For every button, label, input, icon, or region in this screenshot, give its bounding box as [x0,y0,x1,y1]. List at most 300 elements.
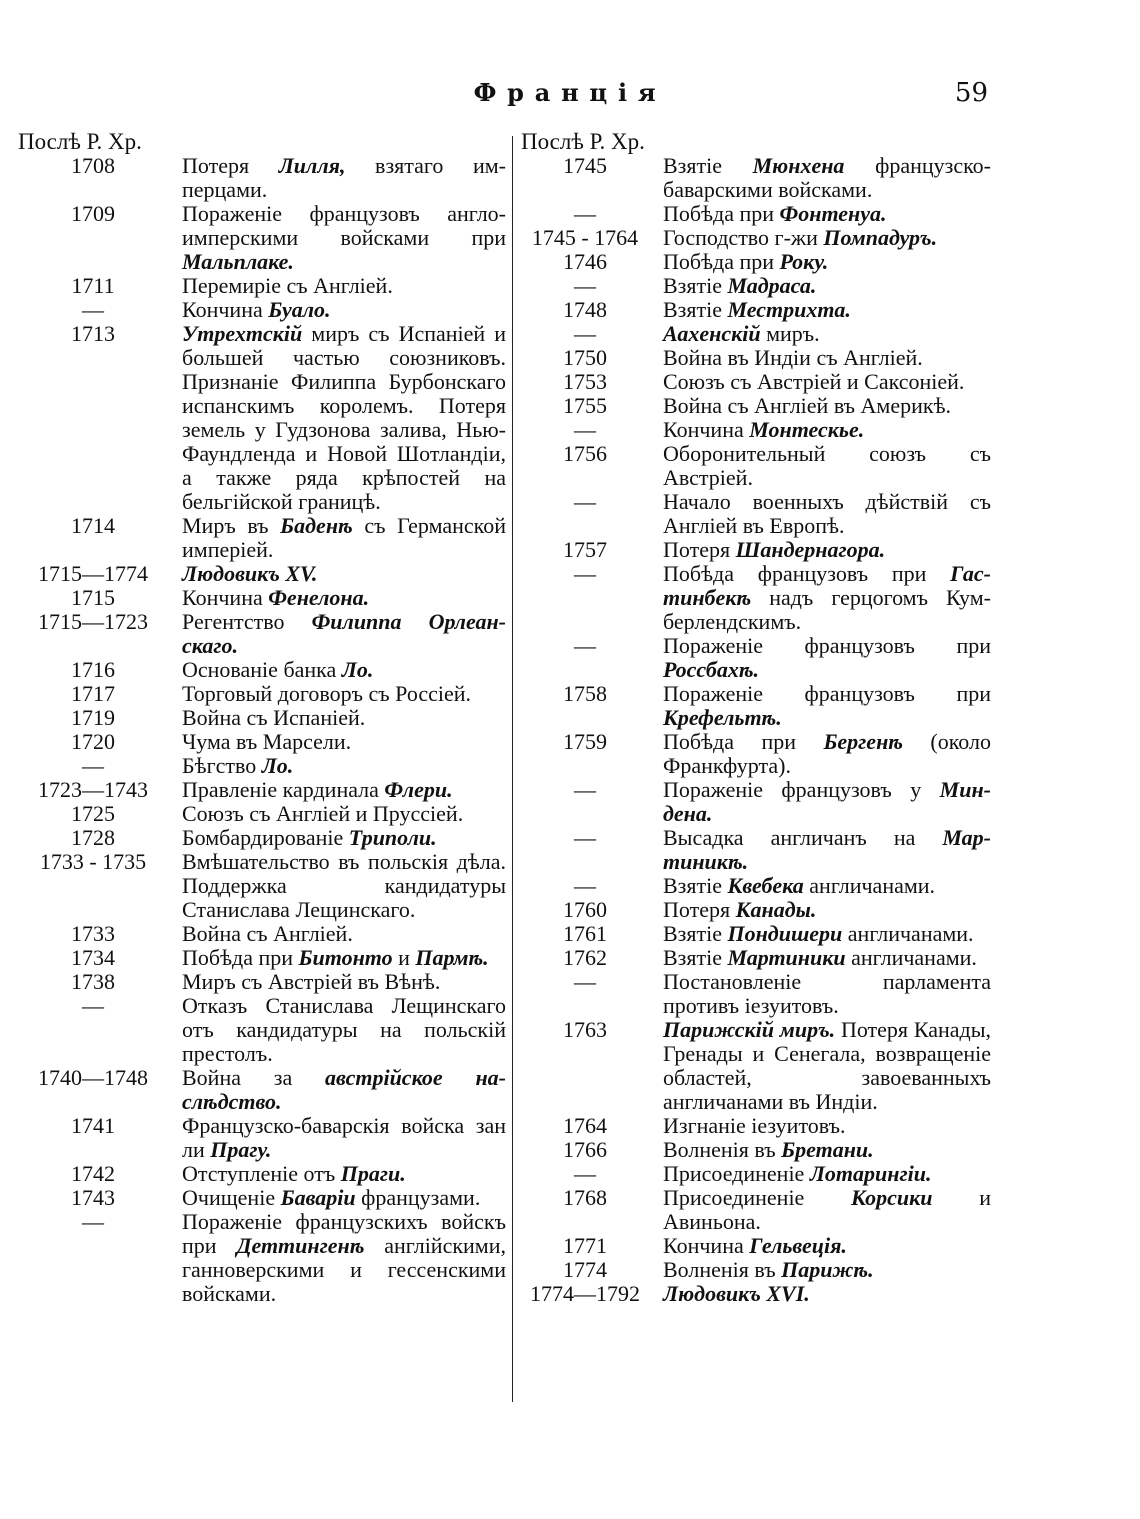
entry-text-italic: Людовикъ XVI. [663,1281,810,1306]
chronology-entry [18,706,506,730]
entry-text [663,946,991,970]
chronology-entry [521,418,991,442]
entry-text [663,394,991,418]
entry-text-run: Бѣгство [182,753,262,778]
entry-date: 1711 [71,273,115,298]
entry-text-italic: Утрехтскій [182,321,303,346]
entry-date: 1750 [563,345,607,370]
entry-text [663,226,991,250]
entry-text-italic: Мальплаке. [182,249,294,274]
entry-text [663,1258,991,1282]
entry-date: 1717 [71,681,115,706]
entry-text-run: Война за [182,1065,326,1090]
entry-text-italic: Пармѣ. [415,945,489,970]
chronology-entry [521,346,991,370]
entry-date: 1723—1743 [38,777,148,802]
entry-date: 1720 [71,729,115,754]
entry-date: 1763 [563,1017,607,1042]
entry-date: 1755 [563,393,607,418]
entry-text-italic: Помпадуръ. [823,225,938,250]
chronology-entry [521,634,991,682]
chronology-entry [521,1234,991,1258]
entry-text-italic: Аахенскій [663,321,761,346]
entry-text [182,298,506,322]
entry-date: 1743 [71,1185,115,1210]
right-column-entries [521,154,991,1306]
chronology-entry [18,1210,506,1306]
entry-text-run: Взятіе [663,153,753,178]
chronology-entry [521,778,991,826]
entry-date: 1746 [563,249,607,274]
right-column [521,130,991,1306]
chronology-entry [18,826,506,850]
chronology-entry [521,202,991,226]
entry-text [663,346,991,370]
entry-date: 1715 [71,585,115,610]
entry-text-italic: Монтескье. [749,417,865,442]
chronology-entry [521,562,991,634]
entry-text [663,922,991,946]
entry-date: 1759 [563,729,607,754]
chronology-entry [521,322,991,346]
entry-date: — [574,1161,596,1186]
entry-text [663,634,991,682]
entry-text-italic: Бретани. [781,1137,874,1162]
entry-date: 1766 [563,1137,607,1162]
entry-text-run: взятаго имперцами. [182,153,506,202]
chronology-entry [18,730,506,754]
entry-text [182,970,506,994]
entry-date: 1738 [71,969,115,994]
entry-date: — [574,873,596,898]
chronology-entry [18,682,506,706]
entry-text-run: Война съ Англіей въ Америкѣ. [663,393,952,418]
entry-text-run: французско-баварскими войсками. [663,153,991,202]
entry-date: — [574,633,596,658]
chronology-entry [18,754,506,778]
entry-date: 1716 [71,657,115,682]
entry-text-italic: Филиппа Орлеанскаго. [182,609,506,658]
entry-text-italic: Людовикъ XV. [182,561,318,586]
chronology-entry [521,682,991,730]
entry-date: 1771 [563,1233,607,1258]
entry-text-italic: Лилля, [278,153,346,178]
entry-text [663,562,991,634]
chronology-entry [18,586,506,610]
entry-text-italic: Буало. [268,297,331,322]
entry-text-italic: Баваріи [280,1185,356,1210]
entry-text [182,1114,506,1162]
entry-text [182,322,506,514]
entry-text [663,970,991,1018]
entry-date: 1728 [71,825,115,850]
chronology-entry [521,970,991,1018]
entry-text-italic: Фенелона. [268,585,370,610]
chronology-entry [18,1114,506,1162]
chronology-entry [18,322,506,514]
left-column-heading: Послѣ Р. Хр. [18,129,142,154]
entry-text-run: Изгнаніе іезуитовъ. [663,1113,846,1138]
entry-text-run: Взятіе [663,873,728,898]
entry-text [182,1186,506,1210]
left-column-entries [18,154,506,1306]
chronology-entry [18,658,506,682]
entry-text-run: Правленіе кардинала [182,777,385,802]
entry-text [663,274,991,298]
entry-text-run: Потеря Канады, Гренады и Сенегала, возвращеніе областей, завоеванныхъ англичанами въ Индіи. [663,1017,991,1114]
entry-text [663,1186,991,1234]
entry-text-italic: Ло. [341,657,374,682]
entry-date: — [574,417,596,442]
chronology-entry [18,1186,506,1210]
chronology-entry [521,226,991,250]
chronology-entry [18,994,506,1066]
entry-text [182,1066,506,1114]
entry-text-run: Начало военныхъ дѣйствій съ Англіей въ Европѣ. [663,489,991,538]
entry-text-run: Взятіе [663,273,728,298]
entry-text [182,706,506,730]
entry-text-run: надъ герцогомъ Кумберлендскимъ. [663,585,991,634]
entry-text [182,1210,506,1306]
entry-text-run: Побѣда при [663,201,780,226]
chronology-entry [18,922,506,946]
entry-text-italic: Корсики [851,1185,933,1210]
entry-text-run: Побѣда при [182,945,299,970]
entry-text-run: Взятіе [663,921,728,946]
chronology-entry [521,490,991,538]
entry-text [663,250,991,274]
entry-date: 1742 [71,1161,115,1186]
entry-text [663,490,991,538]
chronology-entry [521,1138,991,1162]
entry-text [663,898,991,922]
chronology-entry [18,514,506,562]
entry-text [182,202,506,274]
entry-text-run: Взятіе [663,945,728,970]
entry-text-italic: Россбахѣ. [663,657,760,682]
entry-text-run: Потеря [663,537,736,562]
entry-text-italic: Праги. [340,1161,406,1186]
entry-date: — [574,777,596,802]
entry-date: 1745 [563,153,607,178]
entry-date: 1748 [563,297,607,322]
entry-text-run: Миръ съ Австріей въ Вѣнѣ. [182,969,441,994]
entry-text-run: Кончина [663,1233,750,1258]
chronology-entry [521,826,991,874]
chronology-entry [521,922,991,946]
entry-text-run: Отступленіе отъ [182,1161,341,1186]
chronology-entry [18,1066,506,1114]
entry-text-italic: Року. [779,249,829,274]
entry-text-italic: Местрихта. [727,297,851,322]
entry-text-italic: Баденѣ [280,513,353,538]
entry-text-italic: Деттингенѣ [236,1233,365,1258]
entry-date: 1719 [71,705,115,730]
entry-text-italic: Миндена. [663,777,991,826]
entry-text-run: миръ съ Испаніей и большей частью союзниковъ. Признаніе Филиппа Бурбонскаго испанскимъ королемъ. Потеря земель у Гудзонова залива, Нью-Фаундленда и Новой Шотландіи, а также ряда крѣпостей на бельгійской границѣ. [182,321,506,514]
entry-text-run: Постановленіе парламента противъ іезуитовъ. [663,969,991,1018]
entry-text-run: Регентство [182,609,312,634]
chronology-entry [521,898,991,922]
entry-text [663,682,991,730]
entry-text-italic: Канады. [735,897,817,922]
entry-date: 1764 [563,1113,607,1138]
entry-text-run: Чума въ Марсели. [182,729,352,754]
entry-text-italic: Гельвеція. [749,1233,847,1258]
entry-text [182,514,506,562]
entry-date: — [82,297,104,322]
entry-text [663,370,991,394]
page-title: Франція [473,78,667,107]
entry-text-run: Высадка англичанъ на [663,825,943,850]
entry-date: 1715—1723 [38,609,148,634]
entry-text [182,1162,506,1186]
entry-text-run: Торговый договоръ съ Россіей. [182,681,472,706]
chronology-entry [521,1114,991,1138]
entry-date: — [574,561,596,586]
entry-date: 1741 [71,1113,115,1138]
entry-text [663,322,991,346]
chronology-entry [521,946,991,970]
entry-text-italic: Гастинбекѣ [663,561,991,610]
entry-text [182,154,506,202]
entry-date: 1745 - 1764 [531,225,639,250]
entry-text [182,778,506,802]
entry-text-run: Пораженіе французовъ при [663,681,991,706]
column-divider [512,136,513,1402]
chronology-entry [521,394,991,418]
entry-date: 1774 [563,1257,607,1282]
entry-text [663,1162,991,1186]
entry-text-run: Потеря [663,897,736,922]
entry-text-italic: Парижскій миръ. [663,1017,836,1042]
chronology-entry [521,874,991,898]
entry-text [663,1018,991,1114]
chronology-entry [18,970,506,994]
entry-text-run: Кончина [182,297,269,322]
entry-text [182,850,506,922]
entry-text [182,922,506,946]
entry-date: 1760 [563,897,607,922]
entry-date: — [574,321,596,346]
entry-text [182,658,506,682]
entry-date: 1733 [71,921,115,946]
chronology-entry [521,370,991,394]
entry-text-run: (около Франкфурта). [663,729,991,778]
entry-text-run: Основаніе банка [182,657,342,682]
entry-date: 1757 [563,537,607,562]
entry-text [182,802,506,826]
entry-text [182,946,506,970]
entry-text [663,298,991,322]
entry-text-italic: Мартиникѣ. [663,825,991,874]
entry-text-italic: Ло. [261,753,294,778]
entry-text [182,826,506,850]
chronology-entry [18,202,506,274]
entry-text [663,1114,991,1138]
entry-text-run: Пораженіе французскихъ войскъ при [182,1209,506,1258]
entry-date: 1762 [563,945,607,970]
entry-date: 1740—1748 [38,1065,148,1090]
entry-text-run: Война въ Индіи съ Англіей. [663,345,923,370]
chronology-entry [18,274,506,298]
chronology-entry [521,1162,991,1186]
entry-text-italic: Мадраса. [727,273,817,298]
chronology-entry [18,946,506,970]
entry-date: 1733 - 1735 [39,849,147,874]
entry-date: — [82,753,104,778]
chronology-entry [521,1258,991,1282]
entry-date: 1761 [563,921,607,946]
entry-text-italic: Пондишери [727,921,843,946]
page-number: 59 [954,78,988,108]
entry-text-italic: Флери. [384,777,453,802]
entry-date: — [574,825,596,850]
entry-text-run: Присоединеніе [663,1185,852,1210]
entry-text [663,730,991,778]
entry-text [663,826,991,874]
entry-text-run: Побѣда французовъ при [663,561,951,586]
entry-text [182,682,506,706]
entry-date: — [82,1209,104,1234]
entry-text-run: Взятіе [663,297,728,322]
entry-date: 1768 [563,1185,607,1210]
entry-text-italic: Мартиники [727,945,846,970]
entry-text-run: Перемиріе съ Англіей. [182,273,393,298]
entry-text [182,610,506,658]
entry-text-italic: Прагу. [210,1137,272,1162]
entry-text [182,754,506,778]
entry-text-run: Пораженіе французовъ англо-имперскими войсками при [182,201,506,250]
chronology-entry [18,802,506,826]
entry-date: — [82,993,104,1018]
entry-text-run: Миръ въ [182,513,281,538]
entry-text-run: Волненія въ [663,1137,782,1162]
entry-text-italic: Парижѣ. [781,1257,874,1282]
entry-text-italic: Крефельтѣ. [663,705,782,730]
entry-text-run: и Авиньона. [663,1185,991,1234]
entry-text-italic: Мюнхена [752,153,845,178]
entry-text-italic: Лотарингіи. [809,1161,932,1186]
entry-text-run: Вмѣшательство въ польскія дѣла. Поддержка кандидатуры Станислава Лещинскаго. [182,849,506,922]
entry-date: — [574,201,596,226]
entry-text-run: англичанами. [842,921,974,946]
entry-text-run: Война съ Испаніей. [182,705,366,730]
entry-text-run: англійскими, ганноверскими и гессенскими войсками. [182,1233,507,1306]
entry-text-run: и [392,945,416,970]
entry-text-run: французами. [355,1185,481,1210]
chronology-entry [18,562,506,586]
entry-text [663,1282,991,1306]
entry-text [182,562,506,586]
entry-text-run: миръ. [760,321,820,346]
entry-text [663,202,991,226]
right-column-heading: Послѣ Р. Хр. [521,129,645,154]
entry-text-run: Очищеніе [182,1185,281,1210]
entry-date: 1758 [563,681,607,706]
entry-text-run: Побѣда при [663,249,780,274]
entry-date: 1734 [71,945,115,970]
entry-text [182,730,506,754]
entry-text-run: Война съ Англіей. [182,921,353,946]
entry-text-italic: Фонтенуа. [779,201,887,226]
entry-text-run: Оборонительный союзъ съ Австріей. [663,441,991,490]
chronology-entry [521,274,991,298]
entry-date: 1753 [563,369,607,394]
entry-text-run: Потеря [182,153,279,178]
chronology-entry [521,1018,991,1114]
entry-text-italic: Квебека [727,873,804,898]
entry-text-run: Бомбардированіе [182,825,349,850]
entry-date: 1725 [71,801,115,826]
entry-date: 1709 [71,201,115,226]
chronology-entry [521,538,991,562]
entry-date: 1713 [71,321,115,346]
entry-text-italic: Триполи. [348,825,437,850]
chronology-entry [18,154,506,202]
entry-text-italic: австрійское наслѣдство. [182,1065,506,1114]
entry-text [663,874,991,898]
entry-text-italic: Битонто [298,945,393,970]
entry-text-run: Союзъ съ Англіей и Пруссіей. [182,801,464,826]
chronology-entry [18,778,506,802]
entry-text [663,442,991,490]
entry-text [182,586,506,610]
entry-text-run: Присоединеніе [663,1161,810,1186]
entry-text-run: Господство г-жи [663,225,824,250]
entry-text-run: Волненія въ [663,1257,782,1282]
chronology-entry [18,610,506,658]
entry-text-run: англичанами. [845,945,977,970]
entry-text [663,418,991,442]
entry-text-run: Пораженіе французовъ при [663,633,991,658]
chronology-entry [521,154,991,202]
chronology-entry [521,298,991,322]
chronology-entry [18,1162,506,1186]
chronology-entry [521,730,991,778]
chronology-entry [521,1186,991,1234]
chronology-entry [521,442,991,490]
chronology-entry [18,850,506,922]
entry-text-run: Союзъ съ Австріей и Саксоніей. [663,369,965,394]
entry-text [182,274,506,298]
entry-text-run: Французско-баварскія войска зан ли [182,1113,506,1162]
entry-text-run: англичанами. [803,873,936,898]
chronology-entry [521,1282,991,1306]
entry-date: 1756 [563,441,607,466]
entry-text [663,154,991,202]
entry-date: — [574,273,596,298]
entry-text [663,778,991,826]
entry-text-run: Побѣда при [663,729,824,754]
left-column [18,130,506,1306]
entry-date: — [574,489,596,514]
entry-text-run: съ Германской имперіей. [182,513,506,562]
chronology-entry [521,250,991,274]
entry-text-run: Пораженіе французовъ у [663,777,940,802]
entry-text-run: Отказъ Станислава Лещинскаго отъ кандидатуры на польскій престолъ. [182,993,506,1066]
entry-text-run: Кончина [182,585,269,610]
entry-text-italic: Шандернагора. [735,537,886,562]
entry-date: 1774—1792 [530,1281,640,1306]
entry-date: 1708 [71,153,115,178]
entry-text [182,994,506,1066]
chronology-entry [18,298,506,322]
entry-text [663,1234,991,1258]
entry-text-run: Кончина [663,417,750,442]
entry-text-italic: Бергенѣ [823,729,903,754]
entry-text [663,538,991,562]
